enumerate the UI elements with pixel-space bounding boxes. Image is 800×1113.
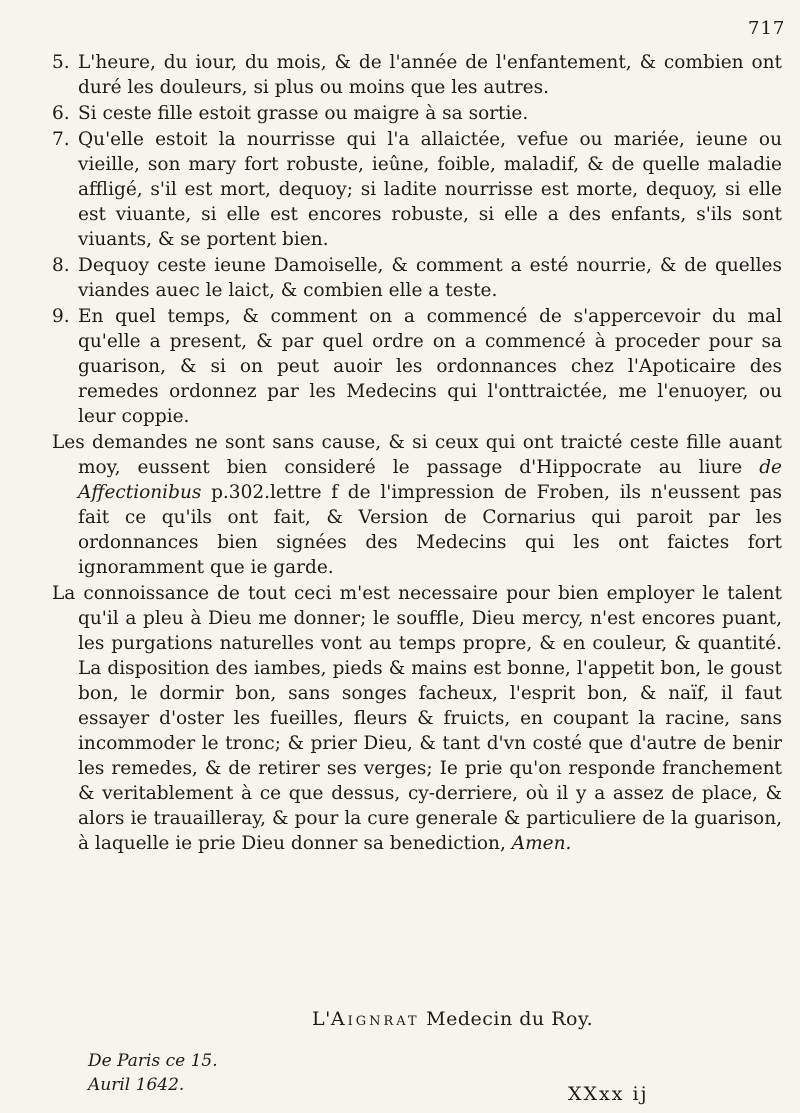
amen-word: Amen. bbox=[511, 833, 572, 854]
signature-line bbox=[312, 1008, 593, 1030]
dateline bbox=[88, 1049, 218, 1097]
list-item bbox=[52, 253, 782, 303]
dateline-date: Auril 1642. bbox=[88, 1075, 185, 1095]
item-text: Dequoy ceste ieune Damoiselle, & comment a esté nourrie, & de quelles viandes auec le laict, & combien elle a teste. bbox=[78, 255, 782, 301]
item-number: 9. bbox=[52, 306, 70, 327]
dateline-place: De Paris ce 15. bbox=[88, 1051, 218, 1071]
item-number: 8. bbox=[52, 255, 70, 276]
list-item bbox=[52, 50, 782, 100]
paragraph-text: Les demandes ne sont sans cause, & si ceux qui ont traicté ceste fille auant moy, eussent bien consideré le passage d'Hippocrate au liure bbox=[52, 432, 782, 478]
paragraph-connoissance bbox=[52, 581, 782, 856]
item-text: Qu'elle estoit la nourrisse qui l'a allaictée, vefue ou mariée, ieune ou vieille, son mary fort robuste, ieûne, foible, maladif, & de quelle maladie affligé, s'il est mort, dequoy; si ladite nourrisse est morte, dequoy, si elle est viuante, si elle est encores robuste, si elle a des enfants, s'ils sont viuants, & se portent bien. bbox=[78, 129, 782, 250]
signature-name: Aignrat bbox=[330, 1008, 420, 1030]
list-item bbox=[52, 101, 782, 126]
item-text: L'heure, du iour, du mois, & de l'année de l'enfantement, & combien ont duré les douleurs, si plus ou moins que les autres. bbox=[78, 52, 782, 98]
item-number: 7. bbox=[52, 129, 70, 150]
item-number: 5. bbox=[52, 52, 70, 73]
signature-title: Medecin du Roy. bbox=[426, 1008, 594, 1030]
item-text: Si ceste fille estoit grasse ou maigre à sa sortie. bbox=[78, 103, 529, 124]
page-number: 717 bbox=[748, 18, 786, 39]
item-number: 6. bbox=[52, 103, 70, 124]
paragraph-text: La connoissance de tout ceci m'est necessaire pour bien employer le talent qu'il a pleu à Dieu me donner; le souffle, Dieu mercy, n'est encores puant, les purgations naturelles vont au temps propre, & en couleur, & quantité. La disposition des iambes, pieds & mains est bonne, l'appetit bon, le goust bon, le dormir bon, sans songes facheux, l'esprit bon, & naïf, il faut essayer d'oster les fueilles, fleurs & fruicts, en coupant la racine, sans incommoder le tronc; & prier Dieu, & tant d'vn costé que d'autre de benir les remedes, & de retirer ses verges; Ie prie qu'on responde franchement & veritablement à ce que dessus, cy-derriere, où il y a assez de place, & alors ie trauailleray, & pour la cure generale & particuliere de la guarison, à laquelle ie prie Dieu donner sa benediction, bbox=[52, 583, 782, 854]
item-text: En quel temps, & comment on a commencé de s'appercevoir du mal qu'elle a present, & par quel ordre on a commencé à proceder pour sa guarison, & si on peut auoir les ordonnances chez l'Apoticaire des remedes ordonnez par les Medecins qui l'onttraictée, me l'enuoyer, ou leur coppie. bbox=[78, 306, 782, 427]
book-title: de Affectionibus bbox=[78, 457, 782, 503]
letter-body bbox=[52, 50, 782, 857]
list-item bbox=[52, 304, 782, 429]
list-item bbox=[52, 127, 782, 252]
paragraph-text: p.302.lettre f de l'impression de Froben, ils n'eussent pas fait ce qu'ils ont fait, & Version de Cornarius qui paroit par les ordonnances bien signées des Medecins qui les ont faictes fort ignoramment que ie garde. bbox=[78, 482, 782, 578]
signature-prefix: L' bbox=[312, 1008, 331, 1030]
paragraph-demandes bbox=[52, 430, 782, 580]
printer-signature-mark: XXxx ij bbox=[568, 1083, 649, 1105]
